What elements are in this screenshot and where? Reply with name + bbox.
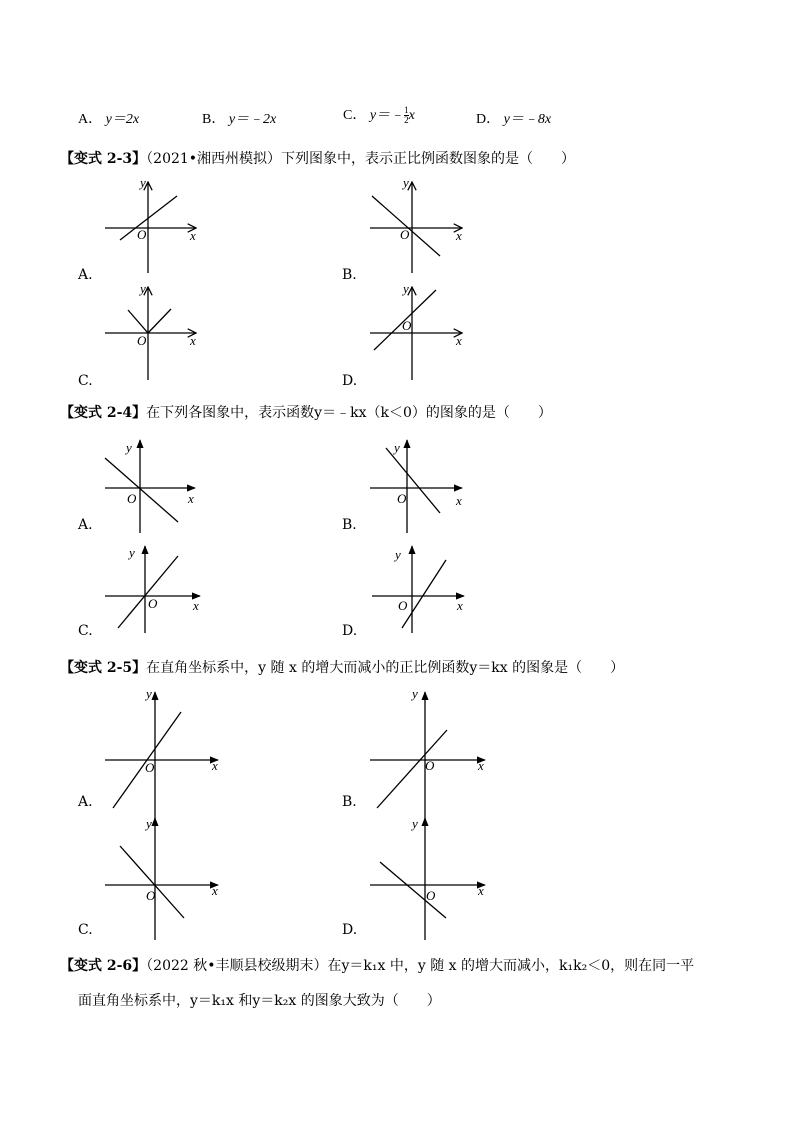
x-axis-label: x	[188, 491, 194, 506]
x-axis-label: x	[478, 883, 484, 898]
function-line	[128, 309, 171, 333]
x-axis-label: x	[212, 758, 218, 773]
option-a-label: A．	[78, 112, 103, 127]
origin-label: O	[400, 227, 410, 242]
origin-label: O	[127, 491, 137, 506]
function-line	[386, 448, 440, 513]
y-axis-label: y	[140, 175, 146, 190]
y-axis-label: y	[394, 440, 400, 455]
graph-q25-c	[105, 816, 218, 940]
graph-q23-c	[105, 281, 196, 380]
option-c-label: C．	[343, 108, 367, 123]
function-line	[372, 196, 440, 256]
origin-label: O	[137, 227, 147, 242]
option-d-expr: y＝﹣8x	[503, 112, 552, 127]
origin-label: O	[148, 596, 158, 611]
x-axis-label: x	[193, 598, 199, 613]
function-line	[377, 730, 447, 808]
option-d-label: D．	[476, 112, 501, 127]
x-axis-label: x	[456, 493, 462, 508]
choice-label-a[interactable]: A.	[78, 517, 93, 533]
origin-label: O	[145, 760, 155, 775]
question-text: 在下列各图象中，表示函数y＝﹣kx（k＜0）的图象的是（ ）	[146, 405, 552, 421]
x-axis-label: x	[478, 758, 484, 773]
choice-label-c[interactable]: C.	[78, 922, 93, 938]
option-a-expr: y＝2x	[105, 112, 140, 127]
y-axis-label: y	[146, 816, 152, 831]
function-line	[380, 862, 446, 918]
graph-q23-a	[105, 175, 196, 273]
y-axis-label: y	[146, 686, 152, 701]
choice-label-a[interactable]: A.	[78, 794, 93, 810]
origin-label: O	[397, 491, 407, 506]
x-axis-label: x	[456, 333, 462, 348]
choice-label-c[interactable]: C.	[78, 373, 93, 389]
option-b-expr: y＝﹣2x	[228, 112, 277, 127]
question-text: （2021•湘西州模拟）下列图象中，表示正比例函数图象的是（ ）	[146, 151, 576, 167]
origin-label: O	[137, 333, 147, 348]
fraction-numerator: 1	[404, 105, 409, 116]
graph-q23-b	[370, 175, 462, 273]
x-axis-label: x	[190, 228, 196, 243]
graph-q25-d	[370, 816, 485, 940]
choice-label-d[interactable]: D.	[342, 623, 358, 639]
origin-label: O	[402, 318, 412, 333]
x-axis-label: x	[457, 598, 463, 613]
question-text: 在直角坐标系中，y 随 x 的增大而减小的正比例函数y＝kx 的图象是（ ）	[146, 660, 625, 676]
question-text-line1: （2022 秋•丰顺县校级期末）在y＝k₁x 中，y 随 x 的增大而减小，k₁k₂＜0，则在同一平	[146, 958, 695, 974]
y-axis-label: y	[403, 281, 409, 296]
origin-label: O	[425, 758, 435, 773]
origin-label: O	[398, 598, 408, 613]
choice-label-b[interactable]: B.	[342, 517, 357, 533]
choice-label-d[interactable]: D.	[342, 922, 358, 938]
graph-q24-b	[370, 440, 462, 533]
function-line	[118, 556, 178, 628]
y-axis-label: y	[395, 547, 401, 562]
x-axis-label: x	[190, 333, 196, 348]
question-tag: 【变式 2-5】	[60, 660, 147, 676]
origin-label: O	[426, 888, 436, 903]
x-axis-label: x	[212, 883, 218, 898]
option-c-var: x	[408, 108, 415, 123]
question-2-6-line2: 面直角坐标系中，y＝k₁x 和y＝k₂x 的图象大致为（ ）	[78, 993, 441, 1009]
choice-label-a[interactable]: A.	[78, 267, 93, 283]
x-axis-label: x	[456, 228, 462, 243]
question-tag: 【变式 2-4】	[60, 405, 147, 421]
option-c-lhs: y＝﹣	[369, 108, 405, 123]
option-b-label: B．	[202, 112, 226, 127]
y-axis-label: y	[140, 281, 146, 296]
y-axis-label: y	[412, 816, 418, 831]
y-axis-label: y	[403, 175, 409, 190]
choice-label-c[interactable]: C.	[78, 623, 93, 639]
choice-label-b[interactable]: B.	[342, 794, 357, 810]
graph-q25-a	[105, 686, 218, 820]
choice-label-b[interactable]: B.	[342, 267, 357, 283]
choice-label-d[interactable]: D.	[342, 373, 358, 389]
graph-q23-d	[370, 281, 462, 380]
question-tag: 【变式 2-6】	[60, 958, 147, 974]
fraction-denominator: 2	[404, 115, 409, 126]
y-axis-label: y	[126, 440, 132, 455]
y-axis-label: y	[412, 686, 418, 701]
y-axis-label: y	[129, 545, 135, 560]
graph-q24-a	[105, 440, 195, 533]
graph-q24-d	[372, 546, 464, 633]
function-line	[105, 458, 178, 522]
graph-q25-b	[370, 686, 485, 820]
graph-q24-c	[105, 545, 200, 633]
origin-label: O	[146, 888, 156, 903]
question-tag: 【变式 2-3】	[60, 151, 147, 167]
function-line	[120, 846, 184, 918]
function-line	[402, 560, 446, 628]
